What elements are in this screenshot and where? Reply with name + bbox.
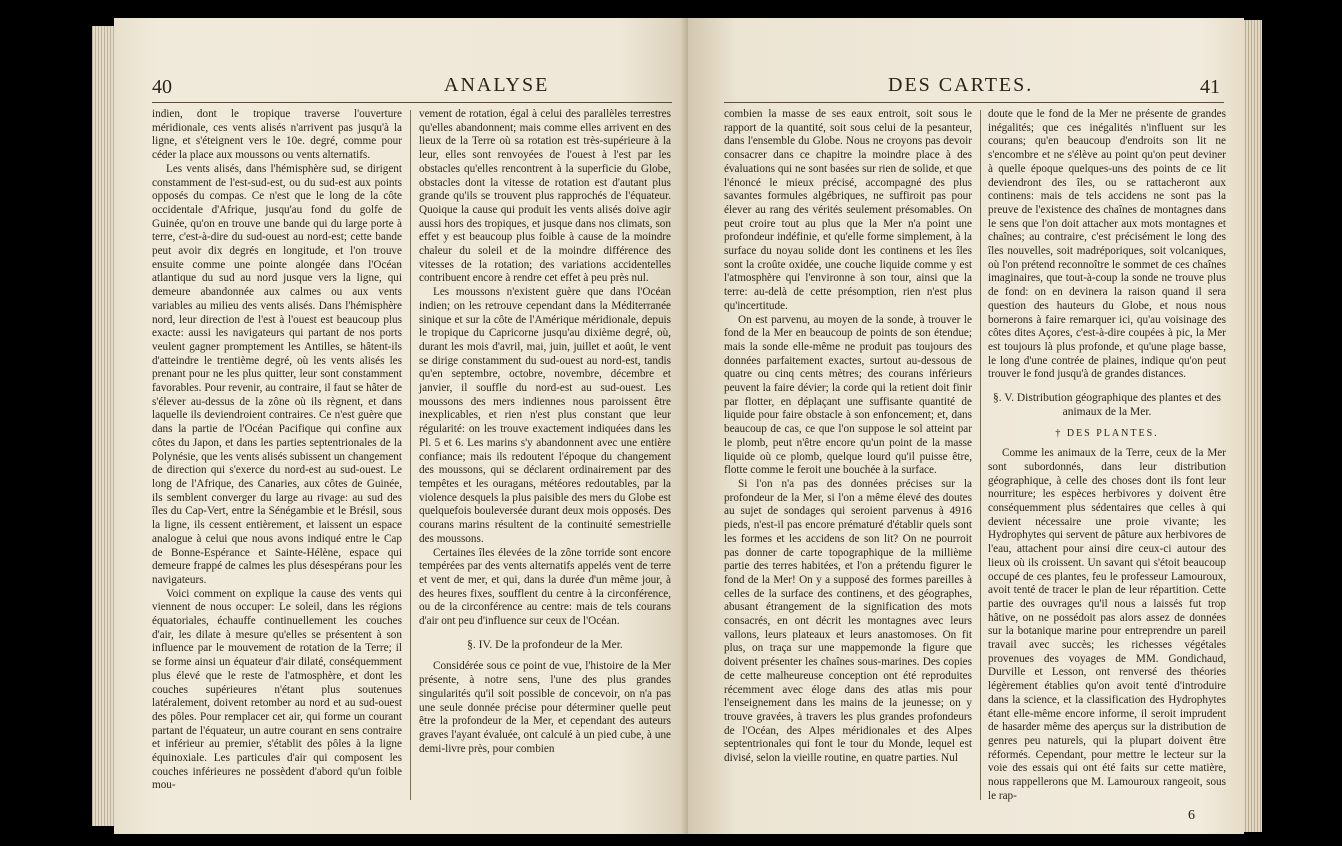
left-column-2 — [419, 108, 671, 756]
header-rule — [152, 102, 672, 103]
left-page — [114, 18, 688, 834]
paragraph: Considérée sous ce point de vue, l'histoire de la Mer présente, à notre sens, l'une des plus grandes singularités qu'il soit possible de concevoir, on n'a pas une seule donnée précise pour déterminer quelle peut être la profondeur de la Mer, et cependant des auteurs graves l'ayant évaluée, ont calculé à un pied cube, à une demi-livre près, pour combien — [419, 660, 671, 755]
right-column-2 — [988, 108, 1226, 803]
paragraph: Si l'on n'a pas des données précises sur la profondeur de la Mer, si l'on a même élevé des doutes au sujet de sondages qui seroient parvenus à 4916 pieds, n'est-il pas encore prématuré d'établir quels sont les formes et les accidens de son lit? On ne pourroit pas donner de carte topographique de la millième partie des terres habitées, et l'on a prétendu figurer le fond de la Mer! On y a supposé des formes pareilles à celles de la surface des continens, et des géographes, abusant étrangement de la signification des mots consacrés, en ont décrit les montagnes avec leurs vallons, leurs plateaux et leurs anastomoses. On fit plus, on traça sur une mappemonde la figure que doivent présenter les chaînes sous-marines. Des copies de cette malheureuse conception ont été reproduites récemment avec éloge dans des atlas mis pour l'enseignement dans les mains de la jeunesse; on y trouve gravées, à travers les plus grandes profondeurs de l'Océan, des Alpes méridionales et des Alpes septentrionales qui font le tour du Monde, lequel est divisé, selon la vieille routine, en quatre parties. Nul — [724, 477, 972, 765]
paragraph: On est parvenu, au moyen de la sonde, à trouver le fond de la Mer en beaucoup de points de son étendue; mais la sonde elle-même ne produit pas toujours des données parfaitement exactes, surtout au-dessous de quatre ou cinq cents mètres; des courans inférieurs peuvent la faire dévier; la corde qui la retient doit finir par flotter, en déplaçant une suffisante quantité de liquide pour faire obstacle à son enfoncement; et, dans beaucoup de cas, ce que l'on suppose le sol atteint par le plomb, peut n'être encore qu'un point de la masse liquide où ce plomb, quelque lourd qu'il puisse être, flotte comme le feroit une bouchée à la surface. — [724, 313, 972, 477]
page-number: 40 — [152, 76, 172, 98]
paragraph: Les vents alisés, dans l'hémisphère sud, se dirigent constamment de l'est-sud-est, ou du sud-est aux points opposés du compas. Ce n'est que le long de la côte occidentale d'Afrique, jusqu'au fond du golfe de Guinée, qu'on en trouve une bande qui du large porte à terre, c'est-à-dire du sud-ouest au nord-est; cette bande peut avoir dix degrés en longitude, et l'on trouve ensuite comme une pointe alongée dans l'Océan atlantique du sud au nord jusque vers la ligne, qui demeure abandonnée aux calmes ou aux vents variables au milieu des vents alisés. Dans l'hémisphère nord, leur direction de l'est à l'ouest est beaucoup plus exacte: aussi les navigateurs qui partant de nos ports veulent gagner promptement les Antilles, se hâtent-ils d'atteindre le trentième degré, où les vents alisés les prenant pour ne les plus quitter, leur sont constamment favorables. Pour revenir, au contraire, il faut se hâter de s'élever au-dessus de la zône où ils règnent, et dans laquelle ils deviendroient contraires. Ce n'est guère que dans la partie de l'Océan Pacifique qui confine aux côtes du Japon, et dans les parties septentrionales de la Polynésie, que les vents alisés subissent un changement de direction qui s'exerce du nord-est au sud-ouest. Le long de l'Afrique, des Canaries, aux côtes de Guinée, ils semblent converger du large au rivage: au sud des îles du Cap-Vert, entre la Sénégambie et le Brésil, sous la ligne, ils cessent entièrement, et laissent un espace analogue à celui que nous avons indiqué entre le Cap de Bonne-Espérance et Sainte-Hélène, espace qui demeure frappé de calmes les plus désespérans pour les navigateurs. — [152, 162, 402, 586]
section-title: §. V. Distribution géographique des plantes et des animaux de la Mer. — [993, 392, 1221, 418]
paragraph: Les moussons n'existent guère que dans l'Océan indien; on les retrouve cependant dans la Méditerranée sinique et sur la côte de l'Amérique méridionale, depuis le tropique du Capricorne jusqu'au dixième degré, où, durant les mois d'avril, mai, juin, juillet et août, le vent se dirige constamment du sud-ouest au nord-est, tandis qu'en septembre, octobre, novembre, décembre et janvier, il souffle du nord-est au sud-ouest. Les moussons des mers indiennes nous paroissent être inexplicables, et rien n'est plus constant que leur régularité: on les trouve exactement indiquées dans les Pl. 5 et 6. Les marins s'y abandonnent avec une entière confiance; mais ils redoutent l'époque du changement des moussons, qui se déclarent ordinairement par des tempêtes et les ouragans, météores redoutables, par la violence desquels la plus paisible des mers du Globe est quelquefois bouleversée durant deux mois opposés. Des courans marins résultent de la continuité semestrielle des moussons. — [419, 286, 671, 545]
right-page — [688, 18, 1244, 834]
left-column-1 — [152, 108, 402, 793]
open-book — [92, 12, 1262, 838]
paragraph: Certaines îles élevées de la zône torride sont encore tempérées par des vents alternatifs appelés vent de terre et vent de mer, et qui, dans la durée d'un même jour, à des heures fixes, soufflent du centre à la circonférence, ou de la circonférence au centre: mais de tels courans d'air ont peu d'influence sur ceux de l'Océan. — [419, 546, 671, 628]
running-head: DES CARTES. — [888, 74, 1034, 96]
paragraph: indien, dont le tropique traverse l'ouverture méridionale, ces vents alisés n'arrivent pas jusqu'à la ligne, et s'éteignent vers le 10e. degré, comme pour céder la place aux moussons ou vents alternatifs. — [152, 108, 402, 162]
right-column-1 — [724, 108, 972, 766]
paragraph: vement de rotation, égal à celui des parallèles terrestres qu'elles abandonnent; mais comme elles arrivent en des lieux de la Terre où sa rotation est très-supérieure à la leur, elles sont renvoyées de l'ouest à l'est par les obstacles qu'elles rencontrent à la superficie du Globe, obstacles dont la vitesse de rotation est d'autant plus grande qu'ils se trouvent plus rapprochés de l'équateur. Quoique la cause qui produit les vents alisés doive agir aussi hors des tropiques, et jusque dans nos climats, son effet y est beaucoup plus foible à cause de la moindre chaleur du soleil et de la moindre différence des vitesses de la rotation; des variations accidentelles contribuent encore à rendre cet effet à peu près nul. — [419, 108, 671, 285]
section-title: §. IV. De la profondeur de la Mer. — [467, 638, 623, 651]
paragraph: Comme les animaux de la Terre, ceux de la Mer sont subordonnés, dans leur distribution géographique, à celle des choses dont ils font leur nourriture; les espèces herbivores y doivent être conséquemment plus sédentaires que celles à qui devient nécessaire une proie vivante; les Hydrophytes qui servent de pâture aux herbivores de l'eau, attachent pour ainsi dire ceux-ci autour des lieux où ils croissent. Un savant qui s'étoit beaucoup occupé de ces plantes, feu le professeur Lamouroux, avoit tenté de tracer le plan de leur répartition. Cette partie des ouvrages qu'il nous a laissés fut trop hâtive, on ne possédoit pas alors assez de données sur la botanique marine pour entreprendre un pareil travail avec succès; les richesses végétales provenues des voyages de MM. Gondichaud, Durville et Lesson, ont renversé des théories légèrement établies qu'on avoit tenté d'introduire dans la science, et la classification des Hydrophytes étant elle-même encore informe, il seroit imprudent de hasarder même des aperçus sur la distribution de genres peu naturels, qui la plupart doivent être réformés. Cependant, pour mettre le lecteur sur la voie des essais qui ont été faits sur cette matière, nous rappellerons que M. Lamouroux rangeoit, sous le rap- — [988, 447, 1226, 802]
column-rule — [410, 110, 411, 800]
paragraph: Voici comment on explique la cause des vents qui viennent de nous occuper: Le soleil, dans les régions équatoriales, échauffe continuellement les couches d'air, les dilate à mesure qu'elles se présentent à son influence par le mouvement de rotation de la Terre; il se forme ainsi un équateur d'air dilaté, conséquemment plus élevé que le reste de l'atmosphère, et dont les couches supérieures n'étant plus soutenues latéralement, doivent retomber au nord et au sud-ouest des pôles. Pour remplacer cet air, qui forme un courant partant de l'équateur, un autre courant en sens contraire et inférieur au premier, s'établit des pôles à la ligne équinoxiale. Les particules d'air qui composent les couches inférieures ne possèdent d'abord qu'un foible mou- — [152, 587, 402, 792]
header-rule — [724, 102, 1224, 103]
column-rule — [980, 110, 981, 800]
subsection-title: † DES PLANTES. — [1055, 428, 1159, 440]
page-number: 41 — [1200, 76, 1220, 98]
paragraph: doute que le fond de la Mer ne présente de grandes inégalités; que ces inégalités n'influent sur les courans; qu'en beaucoup d'endroits son lit ne s'encombre et ne s'élève au point qu'on peut deviner à quelle époque quelques-uns des points de ce lit deviendront des îles, ou se rattacheront aux continens: mais de tels accidens ne sont pas la preuve de l'existence des chaînes de montagnes dans le sens que l'on doit attacher aux mots montagnes et chaînes; au contraire, c'est précisément le long des îles nouvelles, soit madréporiques, soit volcaniques, où l'on prétend reconnoître le sommet de ces chaînes imaginaires, que tout-à-coup la sonde ne trouve plus de fond: on en devinera la raison quand il sera question des hauteurs du Globe, et nous nous bornerons à faire remarquer ici, qu'au voisinage des côtes dites Açores, c'est-à-dire coupées à pic, la Mer est toujours là plus profonde, et qu'une plage basse, le long d'une contrée de plaines, indique qu'on peut trouver le fond jusqu'à de grandes distances. — [988, 108, 1226, 381]
signature-mark: 6 — [1188, 808, 1195, 823]
paragraph: combien la masse de ses eaux entroit, soit sous le rapport de la quantité, soit sous celui de la pesanteur, dans l'ensemble du Globe. Nous ne croyons pas devoir consacrer dans ce chapitre la moindre place à des évaluations qui ne sont basées sur rien de solide, et que l'énoncé le mieux précisé, accompagné des plus savantes formules algébriques, ne suffiroit pas pour élever au rang des vérités seulement présomables. On peut croire tout au plus que la Mer n'a point une profondeur indéfinie, et qu'elle forme simplement, à la surface du noyau solide dont les continens et les îles sont la croûte oxidée, une couche liquide comme y est l'atmosphère qui l'environne à son tour, ainsi que la terre: au-delà de cette présomption, rien n'est plus qu'incertitude. — [724, 108, 972, 312]
running-head: ANALYSE — [444, 74, 550, 96]
